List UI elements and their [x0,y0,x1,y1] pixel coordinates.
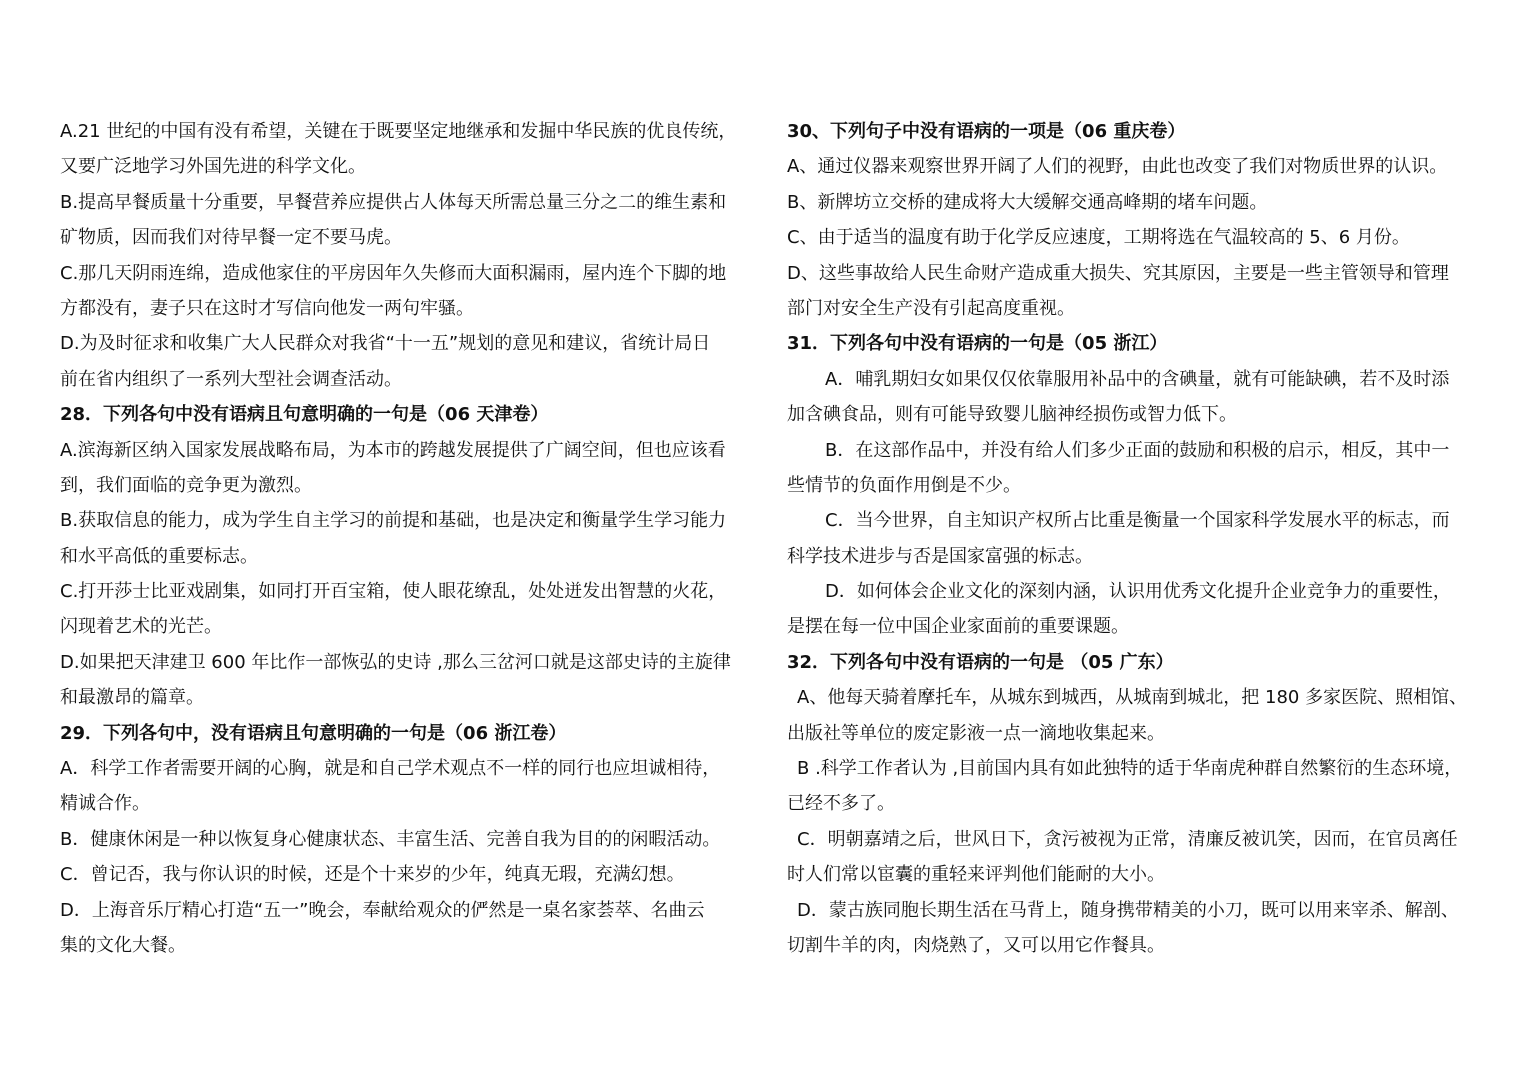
text-line: C．曾记否，我与你认识的时候，还是个十来岁的少年，纯真无瑕，充满幻想。 [60,864,685,886]
text-line: 到，我们面临的竞争更为激烈。 [60,474,312,496]
text-line: D.如果把天津建卫 600 年比作一部恢弘的史诗 ,那么三岔河口就是这部史诗的主旋律 [60,651,731,673]
text-line: C．当今世界，自主知识产权所占比重是衡量一个国家科学发展水平的标志，而 [825,510,1450,532]
text-line: 又要广泛地学习外国先进的科学文化。 [60,156,366,178]
text-line: 和水平高低的重要标志。 [60,545,258,567]
text-line: C．明朝嘉靖之后，世风日下，贪污被视为正常，清廉反被讥笑，因而，在官员离任 [797,828,1458,850]
text-line: 切割牛羊的肉，肉烧熟了，又可以用它作餐具。 [787,934,1165,956]
text-line: A.21 世纪的中国有没有希望，关键在于既要坚定地继承和发掘中华民族的优良传统， [60,121,737,142]
text-line: 是摆在每一位中国企业家面前的重要课题。 [787,616,1129,638]
text-line: B．健康休闲是一种以恢复身心健康状态、丰富生活、完善自我为目的的闲暇活动。 [60,828,721,850]
question-heading: 31．下列各句中没有语病的一句是（05 浙江） [787,333,1168,355]
text-line: B.提高早餐质量十分重要，早餐营养应提供占人体每天所需总量三分之二的维生素和 [60,191,727,213]
text-line: 前在省内组织了一系列大型社会调查活动。 [60,368,402,390]
text-line: C.打开莎士比亚戏剧集，如同打开百宝箱，使人眼花缭乱，处处迸发出智慧的火花， [60,581,727,603]
text-line: B.获取信息的能力，成为学生自主学习的前提和基础，也是决定和衡量学生学习能力 [60,510,727,532]
text-line: C、由于适当的温度有助于化学反应速度，工期将选在气温较高的 5、6 月份。 [787,227,1410,249]
right-column [787,114,1487,963]
text-line: D.为及时征求和收集广大人民群众对我省“十一五”规划的意见和建议，省统计局日 [60,333,711,355]
text-line: 些情节的负面作用倒是不少。 [787,474,1021,496]
text-line: C.那几天阴雨连绵，造成他家住的平房因年久失修而大面积漏雨，屋内连个下脚的地 [60,262,727,284]
question-heading: 32．下列各句中没有语病的一句是 （05 广东） [787,651,1174,673]
question-heading: 29．下列各句中，没有语病且句意明确的一句是（06 浙江卷） [60,722,567,744]
text-line: 集的文化大餐。 [60,934,186,956]
text-line: D．上海音乐厅精心打造“五一”晚会，奉献给观众的俨然是一桌名家荟萃、名曲云 [60,899,705,921]
left-column [60,114,760,963]
text-line: 科学技术进步与否是国家富强的标志。 [787,545,1093,567]
text-line: B、新牌坊立交桥的建成将大大缓解交通高峰期的堵车问题。 [787,191,1268,213]
question-heading: 30、下列句子中没有语病的一项是（06 重庆卷） [787,121,1186,142]
text-line: 精诚合作。 [60,793,150,815]
text-line: A、通过仪器来观察世界开阔了人们的视野，由此也改变了我们对物质世界的认识。 [787,156,1448,178]
text-line: 闪现着艺术的光芒。 [60,616,222,638]
text-line: 时人们常以宦囊的重轻来评判他们能耐的大小。 [787,864,1165,886]
text-line: D、这些事故给人民生命财产造成重大损失、究其原因，主要是一些主管领导和管理 [787,262,1449,284]
text-line: 部门对安全生产没有引起高度重视。 [787,297,1075,319]
text-line: 和最激昂的篇章。 [60,687,204,709]
text-line: A、他每天骑着摩托车，从城东到城西，从城南到城北，把 180 多家医院、照相馆、 [797,687,1468,709]
text-line: 方都没有，妻子只在这时才写信向他发一两句牢骚。 [60,297,474,319]
text-line: A．科学工作者需要开阔的心胸，就是和自己学术观点不一样的同行也应坦诚相待， [60,758,721,780]
text-line: B .科学工作者认为 ,目前国内具有如此独特的适于华南虎种群自然繁衍的生态环境， [797,758,1463,780]
text-line: 已经不多了。 [787,793,895,815]
text-line: B．在这部作品中，并没有给人们多少正面的鼓励和积极的启示，相反，其中一 [825,439,1450,461]
text-line: 矿物质，因而我们对待早餐一定不要马虎。 [60,227,402,249]
text-line: D．蒙古族同胞长期生活在马背上，随身携带精美的小刀，既可以用来宰杀、解剖、 [797,899,1459,921]
text-line: A.滨海新区纳入国家发展战略布局，为本市的跨越发展提供了广阔空间，但也应该看 [60,439,726,461]
text-line: D．如何体会企业文化的深刻内涵，认识用优秀文化提升企业竞争力的重要性， [825,581,1451,603]
text-line: 加含碘食品，则有可能导致婴儿脑神经损伤或智力低下。 [787,404,1237,426]
text-line: 出版社等单位的废定影液一点一滴地收集起来。 [787,722,1165,744]
question-heading: 28．下列各句中没有语病且句意明确的一句是（06 天津卷） [60,404,549,426]
text-line: A．哺乳期妇女如果仅仅依靠服用补品中的含碘量，就有可能缺碘，若不及时添 [825,368,1450,390]
